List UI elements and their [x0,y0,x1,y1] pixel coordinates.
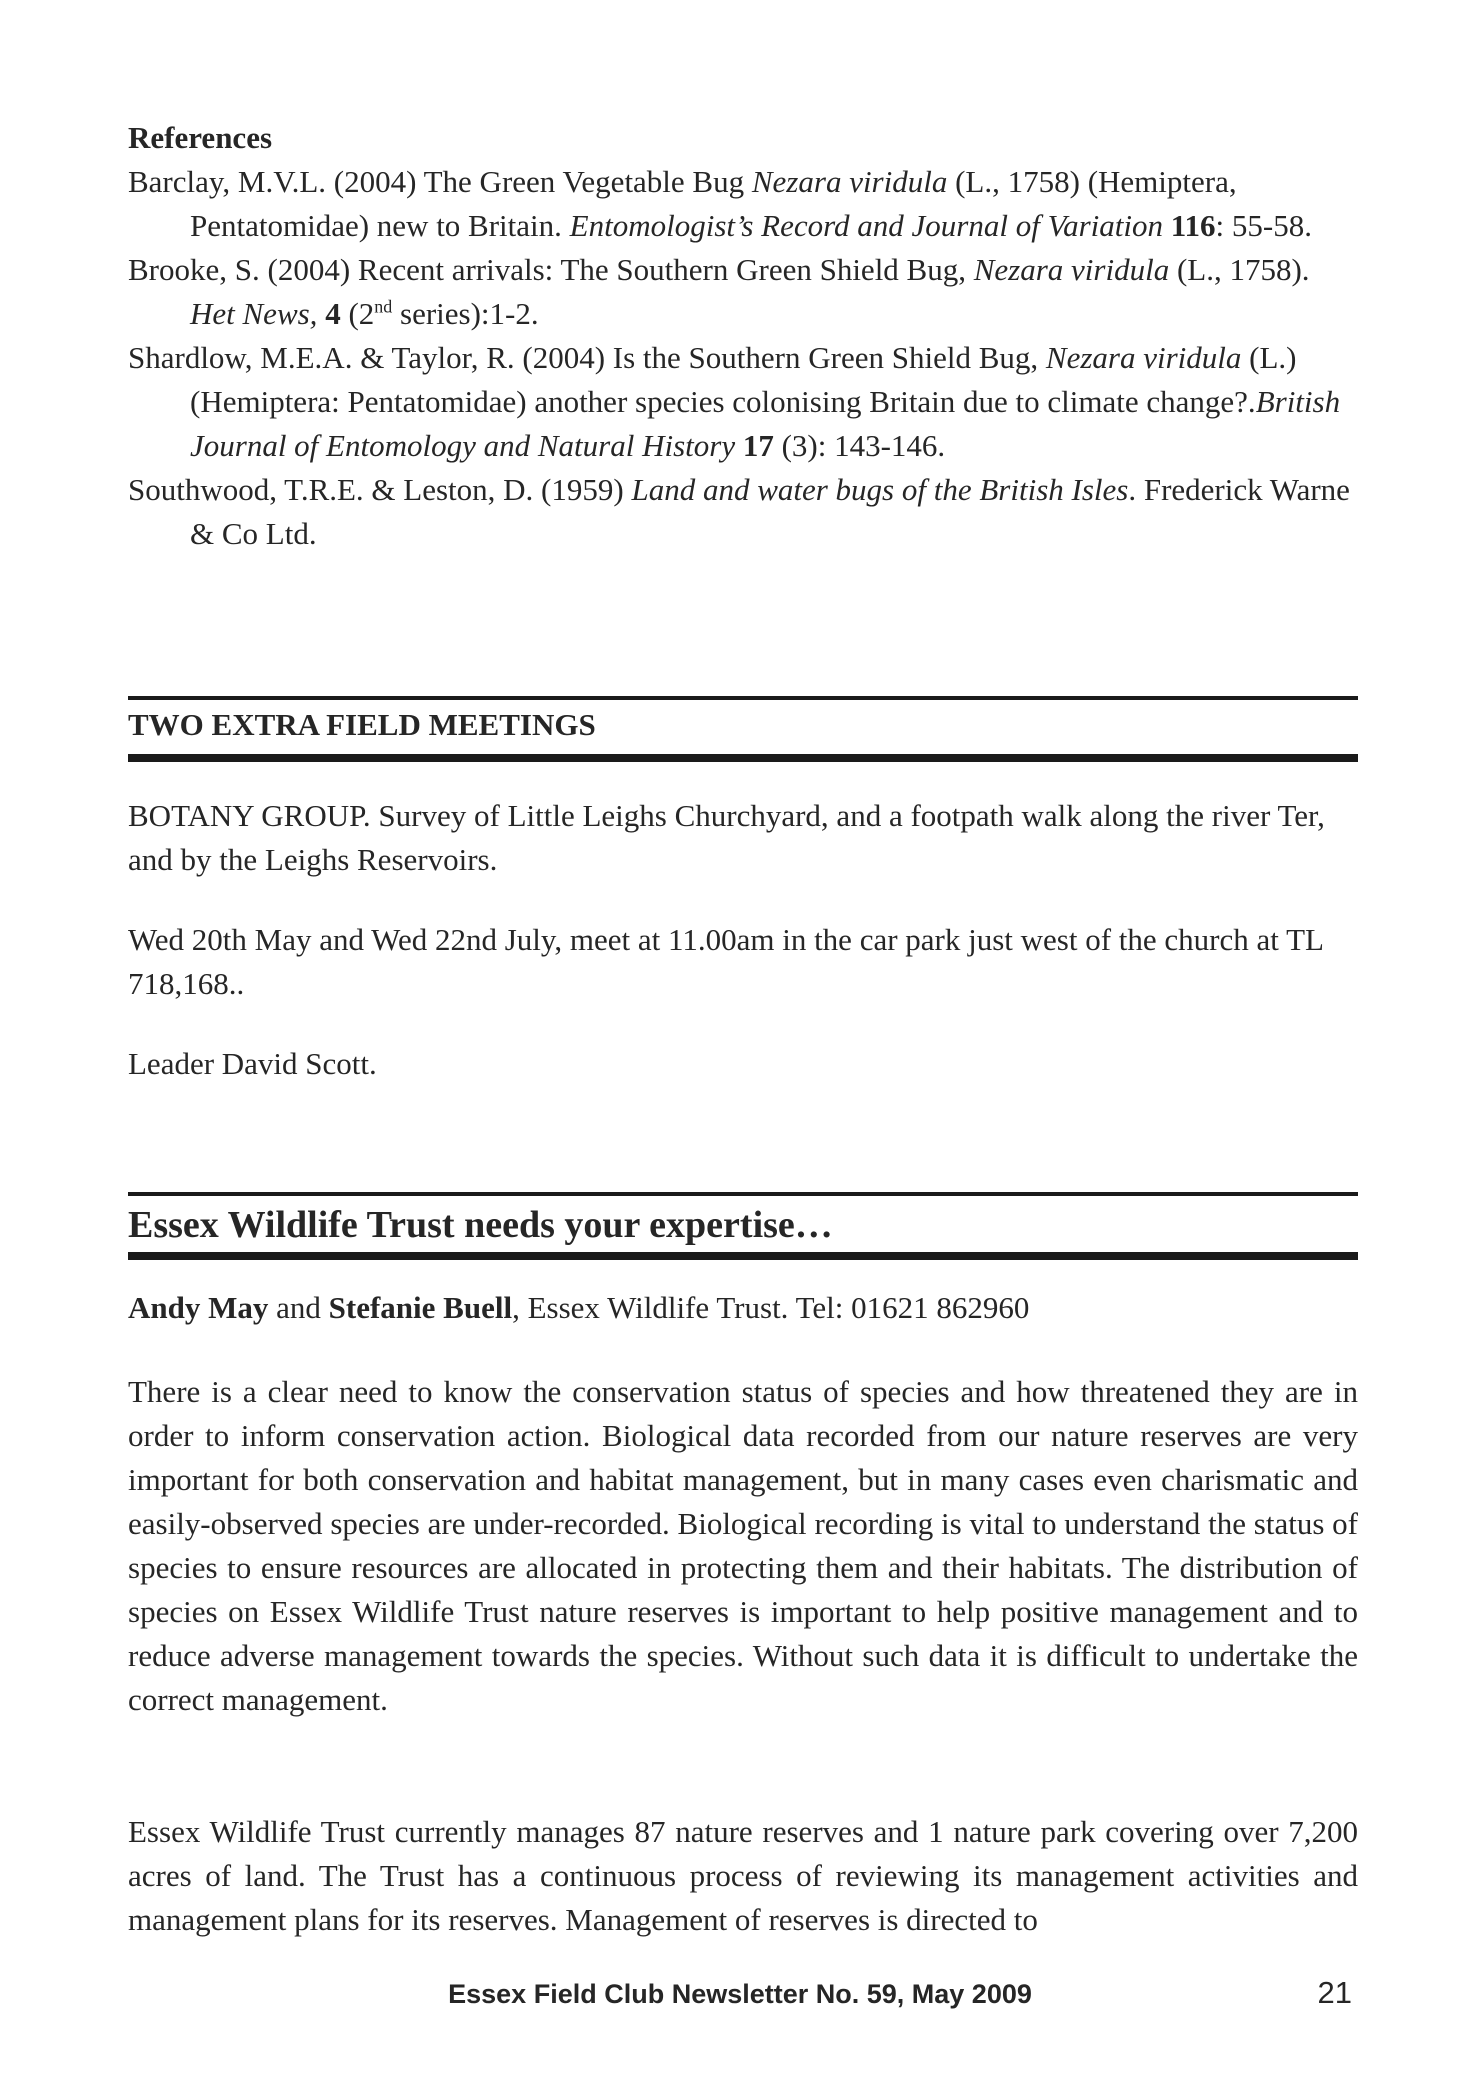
article-paragraph: Essex Wildlife Trust currently manages 87 nature reserves and 1 nature park covering over 7,200 acres of land. The Trust has a continuous process of reviewing its management activities and management plans for its reserves. Management of reserves is directed to [128,1814,1358,1937]
byline-conjunction: and [268,1290,329,1325]
ref-text: (L., 1758). [1169,252,1310,287]
field-meeting-paragraph: BOTANY GROUP. Survey of Little Leighs Churchyard, and a footpath walk along the river Ter, and by the Leighs Reservoirs. [128,798,1325,877]
ewt-article-heading: Essex Wildlife Trust needs your expertise… [128,1204,833,1246]
ref-species: Nezara viridula [1045,340,1242,375]
reference-entry [128,468,1358,556]
section-rule-bottom [128,754,1358,762]
footer-publication-title: Essex Field Club Newsletter No. 59, May 2009 [448,1979,1032,2009]
ref-pages: : 55-58. [1215,208,1312,243]
article-byline [128,1286,1358,1330]
reference-entry [128,248,1358,336]
ref-author: Barclay, M.V.L. (2004) The Green Vegetable Bug [128,164,752,199]
field-meetings-heading: TWO EXTRA FIELD MEETINGS [128,707,596,742]
reference-entry [128,336,1358,468]
field-meeting-leader: Leader David Scott. [128,1046,377,1081]
section-rule-bottom [128,1252,1358,1260]
reference-entry [128,160,1358,248]
ref-journal: British Journal of Entomology and Natural History [190,384,1341,463]
ref-species: Nezara viridula [751,164,948,199]
ref-journal: Entomologist’s Record and Journal of Variation [569,208,1163,243]
field-meeting-paragraph: Wed 20th May and Wed 22nd July, meet at 11.00am in the car park just west of the church at TL 718,168.. [128,922,1323,1001]
ref-species: Nezara viridula [973,252,1170,287]
references-title: References [128,120,273,155]
ref-text: (L.) (Hemiptera: Pentatomidae) another species colonising Britain due to climate change?. [190,340,1297,419]
ref-text: (L., 1758) (Hemiptera, Pentatomidae) new to Britain. [190,164,1237,243]
section-rule-top [128,696,1358,700]
ref-pages: (3): 143-146. [773,428,946,463]
ref-author: Southwood, T.R.E. & Leston, D. (1959) [128,472,632,507]
ref-journal: Het News, [190,296,318,331]
references-section [128,116,1358,556]
ref-volume: 4 [325,296,341,331]
ref-author: Shardlow, M.E.A. & Taylor, R. (2004) Is the Southern Green Shield Bug, [128,340,1046,375]
ref-pages: series):1-2. [392,296,539,331]
ref-volume: 17 [742,428,774,463]
author-name: Andy May [128,1290,269,1325]
author-affiliation: , Essex Wildlife Trust. Tel: 01621 862960 [512,1290,1030,1325]
ref-volume: 116 [1170,208,1216,243]
author-name: Stefanie Buell [328,1290,513,1325]
ref-publisher: . Frederick Warne & Co Ltd. [190,472,1350,551]
ref-series-superscript: nd [374,296,393,317]
section-rule-top [128,1192,1358,1196]
ref-book-title: Land and water bugs of the British Isles [631,472,1129,507]
ref-author: Brooke, S. (2004) Recent arrivals: The Southern Green Shield Bug, [128,252,974,287]
page-number: 21 [1317,1975,1352,2010]
ref-series: (2 [340,296,375,331]
article-paragraph: There is a clear need to know the conservation status of species and how threatened they are in order to inform conservation action. Biological data recorded from our nature reserves are very important for both conservation and habitat management, but in many cases even charismatic and easily-observed species are under-recorded. Biological recording is vital to understand the status of species to ensure resources are allocated in protecting them and their habitats. The distribution of species on Essex Wildlife Trust nature reserves is important to help positive management and to reduce adverse management towards the species. Without such data it is difficult to undertake the correct management. [128,1374,1358,1717]
